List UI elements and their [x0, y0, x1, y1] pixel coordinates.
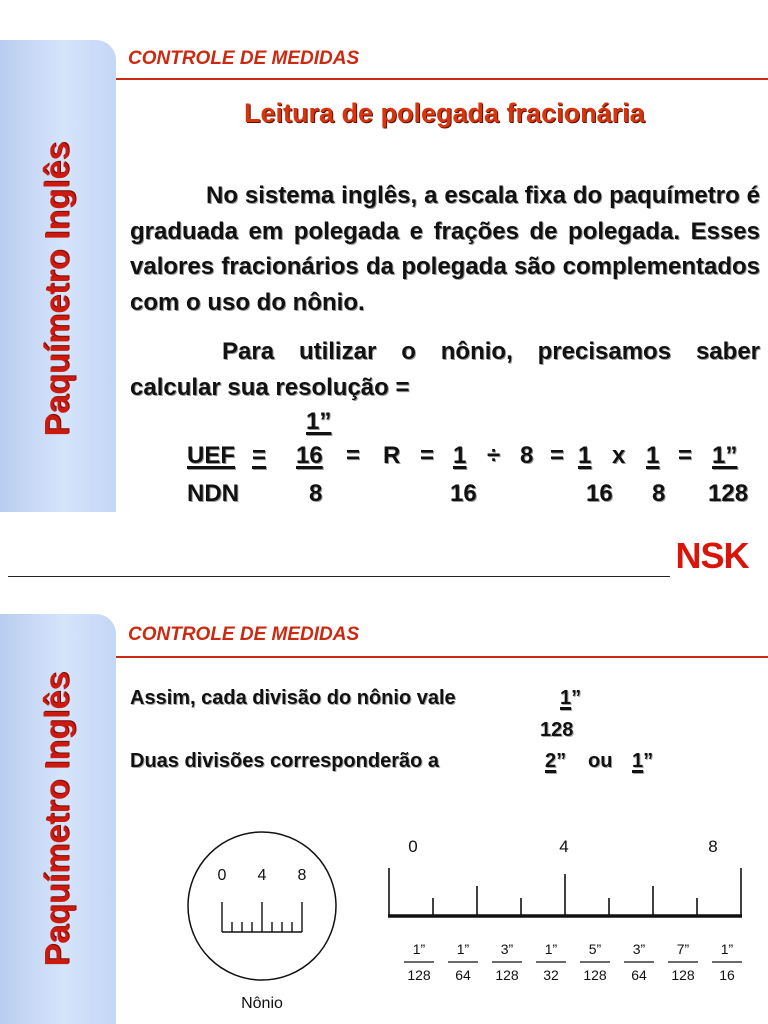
vernier-label: Nônio — [241, 995, 283, 1012]
formula-r: R — [383, 442, 401, 469]
formula-16: 16 — [296, 442, 323, 469]
formula-top-one: 1” — [306, 408, 332, 435]
main-scale — [388, 868, 742, 916]
formula-times: x — [612, 442, 626, 469]
formula-result: 1” — [712, 442, 738, 469]
line2-text: Duas divisões corresponderão a — [130, 750, 440, 772]
section-heading: CONTROLE DE MEDIDAS — [128, 624, 360, 645]
fraction-denominator: 128 — [495, 967, 519, 983]
main-scale-diagram — [380, 812, 768, 1024]
fraction-numerator: 3” — [500, 941, 514, 957]
fraction-denominator: 128 — [407, 967, 431, 983]
formula-one: 1 — [578, 442, 592, 469]
line2-or: ou — [588, 750, 613, 772]
heading-rule — [116, 656, 768, 658]
fraction-denominator: 32 — [543, 967, 559, 983]
nsk-logo-text: NSK — [675, 536, 749, 576]
formula-eq: = — [346, 442, 361, 469]
formula-one: 1 — [453, 442, 467, 469]
fraction-numerator: 7” — [676, 941, 690, 957]
paragraph-1 — [130, 178, 760, 320]
formula-divide: ÷ — [487, 442, 501, 469]
fraction-numerator: 1” — [456, 941, 470, 957]
formula-8: 8 — [309, 480, 323, 507]
formula-uef: UEF — [187, 442, 235, 469]
fraction-denominator: 64 — [455, 967, 471, 983]
formula-one: 1 — [646, 442, 660, 469]
fraction-numerator: 1” — [412, 941, 426, 957]
formula-eq: = — [678, 442, 693, 469]
side-panel — [0, 40, 116, 512]
paragraph-1-text: No sistema inglês, a escala fixa do paquímetro é graduada em polegada e frações de polegada. Esses valores fracionários da polegada são complementados com o uso do nônio. — [130, 182, 760, 316]
formula-eq: = — [420, 442, 435, 469]
fraction-labels — [404, 941, 742, 983]
heading-rule — [116, 78, 768, 80]
fraction-numerator: 1” — [544, 941, 558, 957]
section-heading: CONTROLE DE MEDIDAS — [128, 48, 360, 69]
fraction-denominator: 16 — [719, 967, 735, 983]
formula-128: 128 — [708, 480, 749, 507]
formula-eq: = — [550, 442, 565, 469]
line1-fraction: 1” — [560, 687, 582, 709]
formula-ndn: NDN — [187, 480, 239, 507]
fraction-numerator: 1” — [720, 941, 734, 957]
fraction-denominator: 64 — [631, 967, 647, 983]
side-title: Paquímetro Inglês — [38, 141, 77, 437]
fraction-numerator: 5” — [588, 941, 602, 957]
line1-denominator: 128 — [540, 719, 574, 741]
scale-tick-label: 8 — [708, 837, 718, 856]
formula-eight: 8 — [520, 442, 534, 469]
formula-16: 16 — [450, 480, 477, 507]
paragraph-2: Para utilizar o nônio, precisamos saber calcular sua resolução = — [130, 338, 760, 401]
vernier-tick-label: 0 — [217, 867, 227, 884]
slide-2 — [0, 512, 768, 1024]
side-title: Paquímetro Inglês — [38, 671, 77, 967]
fraction-numerator: 3” — [632, 941, 646, 957]
formula-eq: = — [252, 442, 267, 469]
vernier-diagram — [180, 812, 340, 1024]
side-panel — [0, 614, 116, 1024]
line2-fraction-simplified: 1” — [632, 750, 654, 772]
scale-tick-label: 4 — [559, 837, 569, 856]
vernier-tick-label: 8 — [297, 867, 307, 884]
scale-tick-label: 0 — [408, 837, 418, 856]
fraction-denominator: 128 — [583, 967, 607, 983]
slide-title: Leitura de polegada fracionária — [244, 98, 645, 128]
line1-text: Assim, cada divisão do nônio vale — [130, 687, 456, 709]
line2-fraction: 2” — [545, 750, 567, 772]
vernier-tick-label: 4 — [257, 867, 267, 884]
formula-16: 16 — [586, 480, 613, 507]
fraction-denominator: 128 — [671, 967, 695, 983]
formula-8: 8 — [652, 480, 666, 507]
